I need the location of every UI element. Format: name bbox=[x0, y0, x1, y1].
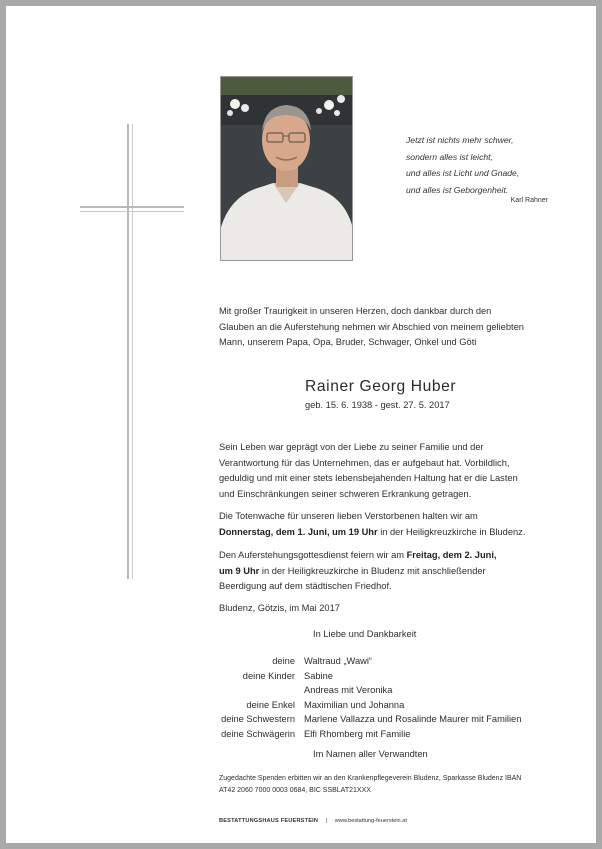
mourner-names: Marlene Vallazza und Rosalinde Maurer mit Familien bbox=[304, 714, 522, 725]
funeral-line bbox=[219, 564, 579, 580]
mourner-row bbox=[156, 727, 576, 742]
mourner-relation: deine Kinder bbox=[242, 670, 295, 681]
portrait-photo bbox=[220, 76, 353, 261]
funeral-intro: Den Auferstehungsgottesdienst feiern wir am bbox=[219, 550, 407, 560]
quote-line: Jetzt ist nichts mehr schwer, bbox=[406, 135, 514, 145]
cross-horizontal-beam bbox=[80, 206, 184, 212]
in-love-line: In Liebe und Dankbarkeit bbox=[313, 629, 417, 639]
life-paragraph bbox=[219, 440, 579, 502]
intro-line: Glauben an die Auferstehung nehmen wir Abschied von meinem geliebten bbox=[219, 321, 524, 332]
mourner-row bbox=[156, 698, 576, 713]
wake-line bbox=[219, 525, 579, 541]
deceased-name: Rainer Georg Huber bbox=[305, 378, 457, 395]
paragraph-line: Verantwortung für das Unternehmen, das er aufgebaut hat. Vorbildlich, bbox=[219, 457, 510, 468]
donation-line: Zugedachte Spenden erbitten wir an den Krankenpflegeverein Bludenz, Sparkasse Bludenz IBAN bbox=[219, 775, 522, 782]
footer-separator: | bbox=[325, 818, 328, 824]
mourner-relation: deine bbox=[272, 656, 295, 666]
cross-vertical-beam bbox=[127, 124, 133, 579]
intro-line: Mit großer Traurigkeit in unseren Herzen, doch dankbar durch den bbox=[219, 306, 492, 316]
mourner-relation: deine Enkel bbox=[246, 699, 295, 710]
intro-text bbox=[219, 304, 579, 351]
mourner-relation bbox=[156, 683, 304, 698]
funeral-date: Freitag, dem 2. Juni, bbox=[406, 550, 497, 560]
funeral-home-website[interactable]: www.bestattung-feuerstein.at bbox=[334, 818, 407, 824]
funeral-line bbox=[219, 548, 579, 564]
mourner-names: Waltraud „Wawi“ bbox=[304, 656, 373, 666]
funeral-paragraph bbox=[219, 548, 579, 595]
mourner-names: Andreas mit Veronika bbox=[304, 685, 393, 696]
quote-line: und alles ist Licht und Gnade, bbox=[406, 168, 520, 179]
mourner-row bbox=[156, 683, 576, 698]
life-dates: geb. 15. 6. 1938 - gest. 27. 5. 2017 bbox=[305, 400, 450, 410]
funeral-line: Beerdigung auf dem städtischen Friedhof. bbox=[219, 581, 392, 591]
wake-line: Die Totenwache für unseren lieben Verstorbenen halten wir am bbox=[219, 511, 478, 521]
quote-block bbox=[406, 132, 566, 206]
mourner-names: Sabine bbox=[304, 670, 333, 681]
mourner-names: Elfi Rhomberg mit Familie bbox=[304, 728, 411, 739]
quote-line: sondern alles ist leicht, bbox=[406, 151, 493, 162]
quote-author: Karl Rahner bbox=[510, 197, 548, 205]
wake-paragraph bbox=[219, 509, 579, 540]
mourner-row bbox=[156, 654, 576, 669]
mourner-row bbox=[156, 712, 576, 727]
mourner-row bbox=[156, 669, 576, 684]
funeral-home-name: BESTATTUNGSHAUS FEUERSTEIN bbox=[219, 818, 319, 824]
mourner-relation: deine Schwägerin bbox=[221, 728, 295, 739]
intro-line: Mann, unserem Papa, Opa, Bruder, Schwager, Onkel und Göti bbox=[219, 337, 477, 347]
mourner-relation: deine Schwestern bbox=[221, 714, 295, 725]
donation-note bbox=[219, 773, 579, 796]
donation-line: AT42 2060 7000 0003 0684, BIC SSBLAT21XXX bbox=[219, 786, 371, 794]
quote-line: und alles ist Geborgenheit. bbox=[406, 184, 509, 195]
wake-location: in der Heiligkreuzkirche in Bludenz. bbox=[377, 526, 526, 537]
paragraph-line: und Einschränkungen seiner schweren Erkrankung getragen. bbox=[219, 488, 472, 499]
mourners-list bbox=[156, 654, 576, 742]
mourner-names: Maximilian und Johanna bbox=[304, 699, 405, 710]
footer bbox=[219, 818, 407, 824]
all-relatives-line: Im Namen aller Verwandten bbox=[313, 749, 428, 759]
funeral-time: um 9 Uhr bbox=[219, 565, 260, 576]
paragraph-line: geduldig und mit einer stets lebensbejahenden Haltung hat er die Lasten bbox=[219, 473, 518, 483]
paragraph-line: Sein Leben war geprägt von der Liebe zu seiner Familie und der bbox=[219, 442, 484, 452]
funeral-location: in der Heiligkreuzkirche in Bludenz mit anschließender bbox=[259, 565, 486, 576]
wake-datetime: Donnerstag, dem 1. Juni, um 19 Uhr bbox=[219, 526, 378, 537]
place-and-date: Bludenz, Götzis, im Mai 2017 bbox=[219, 603, 340, 613]
